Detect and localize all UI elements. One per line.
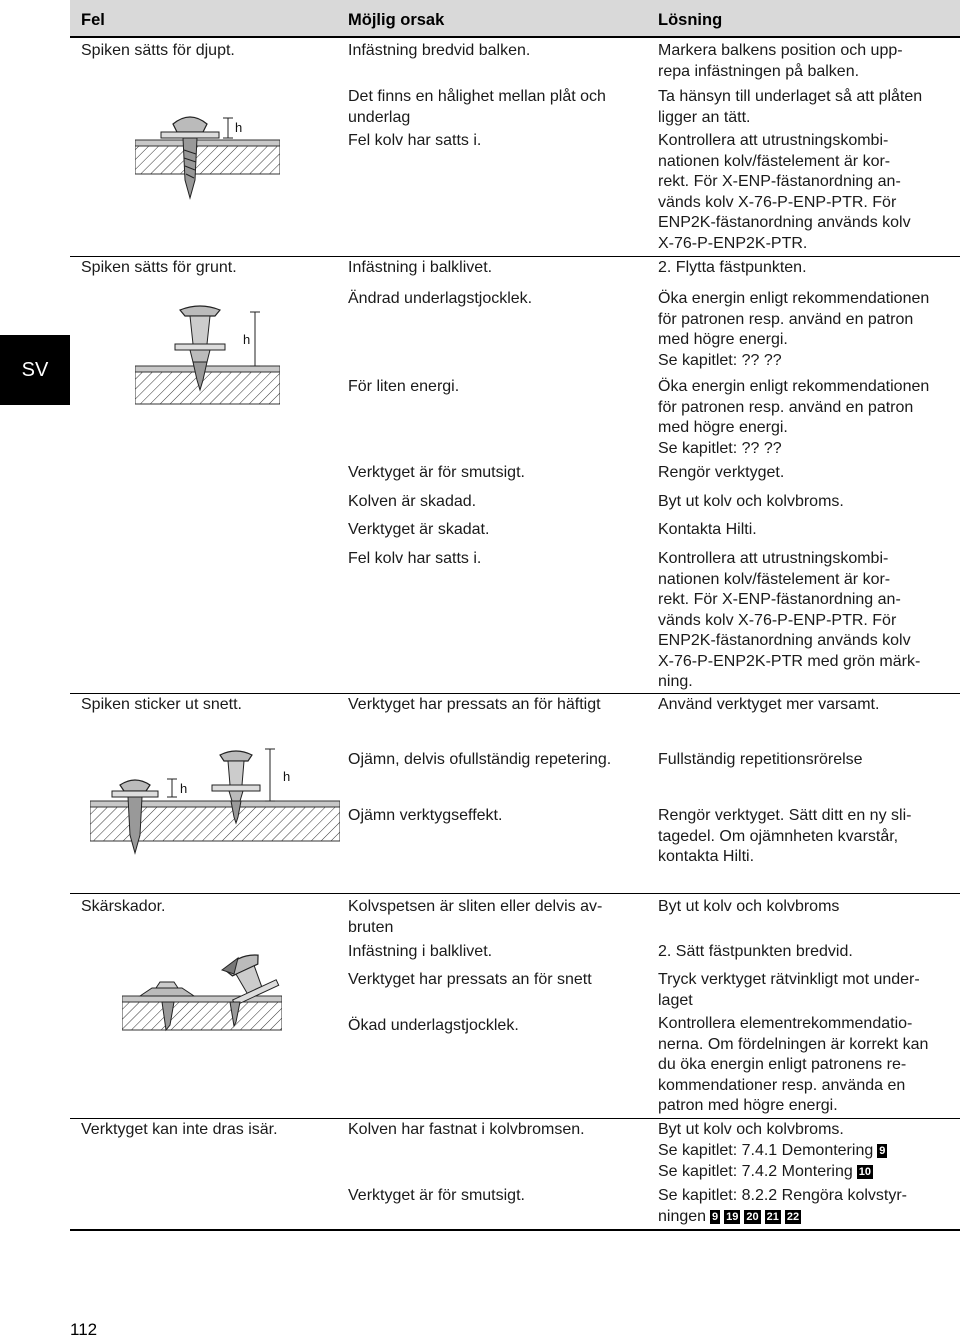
losning-cell: Rengör verktyget. <box>658 464 785 481</box>
orsak-cell: Verktyget är för smutsigt. <box>348 464 525 481</box>
losning-cell <box>658 1162 873 1183</box>
table-header <box>70 0 960 36</box>
header-losning: Lösning <box>658 11 723 29</box>
orsak-cell: Ändrad underlagstjocklek. <box>348 290 533 307</box>
table-bottom-rule <box>70 1229 960 1231</box>
orsak-cell: Verktyget är skadat. <box>348 521 490 538</box>
orsak-cell: Ojämn, delvis ofullständig repetering. <box>348 751 612 768</box>
row-divider <box>70 693 960 694</box>
orsak-cell: Ökad underlagstjocklek. <box>348 1017 519 1034</box>
figure-badge: 19 <box>726 1211 739 1223</box>
orsak-cell: Ojämn verktygseffekt. <box>348 807 503 824</box>
orsak-cell: För liten energi. <box>348 378 460 395</box>
orsak-cell: Kolven har fastnat i kolvbromsen. <box>348 1121 585 1138</box>
language-tab <box>0 335 70 405</box>
losning-cell: Kontrollera att utrustningskombi- nationen kolv/fästelement är kor- rekt. För X-ENP-fästanordning an- vänds kolv X-76-P-ENP-PTR. För ENP2K-fästanordning används kolv X-76-P-ENP2K-PTR med grön märk- ning. <box>658 550 921 690</box>
orsak-cell: Kolven är skadad. <box>348 493 477 510</box>
language-tab-label: SV <box>21 358 49 381</box>
losning-text: ningen <box>658 1208 707 1225</box>
height-label: h <box>180 781 188 796</box>
orsak-cell: Verktyget har pressats an för häftigt <box>348 696 601 713</box>
losning-cell: Använd verktyget mer varsamt. <box>658 696 880 713</box>
orsak-cell: Kolvspetsen är sliten eller delvis av- bruten <box>348 898 603 936</box>
losning-cell: 2. Flytta fästpunkten. <box>658 259 807 276</box>
losning-cell <box>658 1141 887 1162</box>
losning-cell <box>658 1207 801 1228</box>
losning-cell: 2. Sätt fästpunkten bredvid. <box>658 943 853 960</box>
figure-badge: 21 <box>766 1211 779 1223</box>
cut-damage-illustration <box>122 940 282 1035</box>
figure-badge: 9 <box>879 1145 886 1157</box>
header-divider <box>70 36 960 38</box>
losning-cell: Fullständig repetitionsrörelse <box>658 751 863 768</box>
orsak-cell: Infästning bredvid balken. <box>348 42 531 59</box>
row-divider <box>70 256 960 257</box>
losning-cell: Se kapitlet: 8.2.2 Rengöra kolvstyr- <box>658 1187 908 1204</box>
header-fel: Fel <box>81 11 105 29</box>
losning-cell: Byt ut kolv och kolvbroms. <box>658 1121 844 1138</box>
losning-cell: Tryck verktyget rätvinkligt mot under- laget <box>658 971 920 1009</box>
figure-badge: 20 <box>746 1211 759 1223</box>
orsak-cell: Infästning i balklivet. <box>348 943 493 960</box>
page-number: 112 <box>70 1320 98 1339</box>
losning-cell: Kontrollera elementrekommendatio- nerna. Om fördelningen är korrekt kan du öka energin enligt patronens re- kommendationer resp. använda en patron med högre energi. <box>658 1015 929 1114</box>
losning-text: Se kapitlet: 7.4.2 Montering <box>658 1163 853 1180</box>
figure-badge: 9 <box>712 1211 719 1223</box>
losning-cell: Kontrollera att utrustningskombi- nationen kolv/fästelement är kor- rekt. För X-ENP-fästanordning an- vänds kolv X-76-P-ENP-PTR. För ENP2K-fästanordning används kolv X-76-P-ENP2K-PTR. <box>658 132 911 252</box>
orsak-cell: Fel kolv har satts i. <box>348 132 482 149</box>
losning-cell: Rengör verktyget. Sätt ditt en ny sli- tagedel. Om ojämnheten kvarstår, kontakta Hilti. <box>658 807 912 865</box>
fel-cell: Verktyget kan inte dras isär. <box>81 1121 278 1138</box>
losning-cell: Öka energin enligt rekommendationen för patronen resp. använd en patron med högre energi. Se kapitlet: ?? ?? <box>658 378 930 457</box>
figure-badge: 10 <box>858 1166 872 1178</box>
losning-cell: Ta hänsyn till underlaget så att plåten ligger an tätt. <box>658 88 923 126</box>
nail-too-deep-illustration <box>135 110 280 202</box>
figure-badge: 22 <box>786 1211 800 1223</box>
row-divider <box>70 1118 960 1119</box>
fel-cell: Spiken sätts för djupt. <box>81 42 235 59</box>
fel-cell: Spiken sticker ut snett. <box>81 696 242 713</box>
height-label: h <box>243 332 251 347</box>
orsak-cell: Det finns en hålighet mellan plåt och underlag <box>348 88 606 126</box>
orsak-cell: Verktyget är för smutsigt. <box>348 1187 525 1204</box>
orsak-cell: Infästning i balklivet. <box>348 259 493 276</box>
losning-cell: Öka energin enligt rekommendationen för patronen resp. använd en patron med högre energi. Se kapitlet: ?? ?? <box>658 290 930 369</box>
losning-text: Se kapitlet: 7.4.1 Demontering <box>658 1142 874 1159</box>
losning-cell: Byt ut kolv och kolvbroms. <box>658 493 844 510</box>
losning-cell: Byt ut kolv och kolvbroms <box>658 898 840 915</box>
losning-cell: Kontakta Hilti. <box>658 521 757 538</box>
nail-protrudes-illustration <box>90 745 340 860</box>
nail-too-shallow-illustration <box>135 300 280 410</box>
header-orsak: Möjlig orsak <box>348 11 445 29</box>
height-label: h <box>235 120 243 135</box>
orsak-cell: Verktyget har pressats an för snett <box>348 971 592 988</box>
row-divider <box>70 893 960 894</box>
height-label: h <box>283 769 291 784</box>
fel-cell: Skärskador. <box>81 898 166 915</box>
fel-cell: Spiken sätts för grunt. <box>81 259 237 276</box>
orsak-cell: Fel kolv har satts i. <box>348 550 482 567</box>
losning-cell: Markera balkens position och upp- repa infästningen på balken. <box>658 42 903 80</box>
